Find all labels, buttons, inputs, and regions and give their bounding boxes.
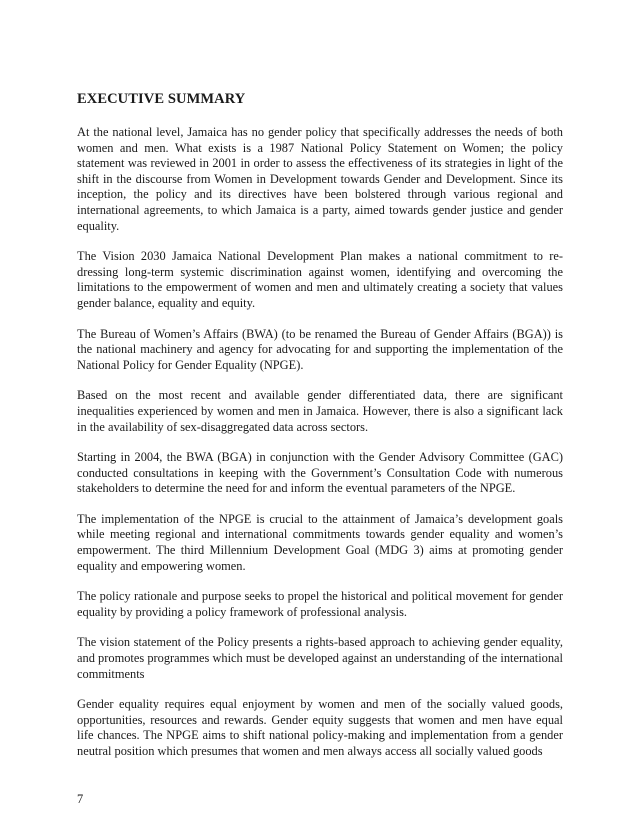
- page-number: 7: [77, 792, 84, 806]
- paragraph-consultations: Starting in 2004, the BWA (BGA) in conjunction with the Gender Advisory Committee (GAC) conducted consultations in keeping with the Government’s Consultation Code with numerous stakeholders to determine the need for and inform the eventual parameters of the NPGE.: [77, 450, 563, 496]
- paragraph-gender-equality: Gender equality requires equal enjoyment by women and men of the socially valued goods, opportunities, resources and rewards. Gender equity suggests that women and men have equal life chances. The NPGE aims to shift national policy-making and implementation from a gender neutral position which presumes that women and men always access all socially valued goods: [77, 697, 563, 758]
- paragraph-bureau-womens-affairs: The Bureau of Women’s Affairs (BWA) (to be renamed the Bureau of Gender Affairs (BGA)) is the national machinery and agency for advocating for and supporting the implementation of the National Policy for Gender Equality (NPGE).: [77, 326, 563, 372]
- paragraph-gender-data: Based on the most recent and available gender differentiated data, there are significant inequalities experienced by women and men in Jamaica. However, there is also a significant lack in the availability of sex-disaggregated data across sectors.: [77, 388, 563, 434]
- section-heading: EXECUTIVE SUMMARY: [77, 91, 246, 107]
- page-content: [77, 90, 563, 775]
- paragraph-implementation: The implementation of the NPGE is crucial to the attainment of Jamaica’s development goals while meeting regional and international commitments towards gender equality and women’s empowerment. The third Millennium Development Goal (MDG 3) aims at promoting gender equality and empowering women.: [77, 511, 563, 573]
- paragraph-policy-rationale: The policy rationale and purpose seeks to propel the historical and political movement for gender equality by providing a policy framework of professional analysis.: [77, 589, 563, 619]
- paragraph-national-level: At the national level, Jamaica has no gender policy that specifically addresses the needs of both women and men. What exists is a 1987 National Policy Statement on Women; the policy statement was reviewed in 2001 in order to assess the effectiveness of its strategies in light of the shift in the discourse from Women in Development towards Gender and Development. Since its inception, the policy and its directives have been bolstered through various regional and international agreements, to which Jamaica is a party, aimed towards gender justice and gender equality.: [77, 125, 563, 233]
- paragraph-vision-statement: The vision statement of the Policy presents a rights-based approach to achieving gender equality, and promotes programmes which must be developed against an understanding of the international commitments: [77, 635, 563, 681]
- paragraph-vision-2030: The Vision 2030 Jamaica National Development Plan makes a national commitment to re-dressing long-term systemic discrimination against women, identifying and overcoming the limitations to the empowerment of women and men and ultimately creating a society that values gender balance, equality and equity.: [77, 249, 563, 310]
